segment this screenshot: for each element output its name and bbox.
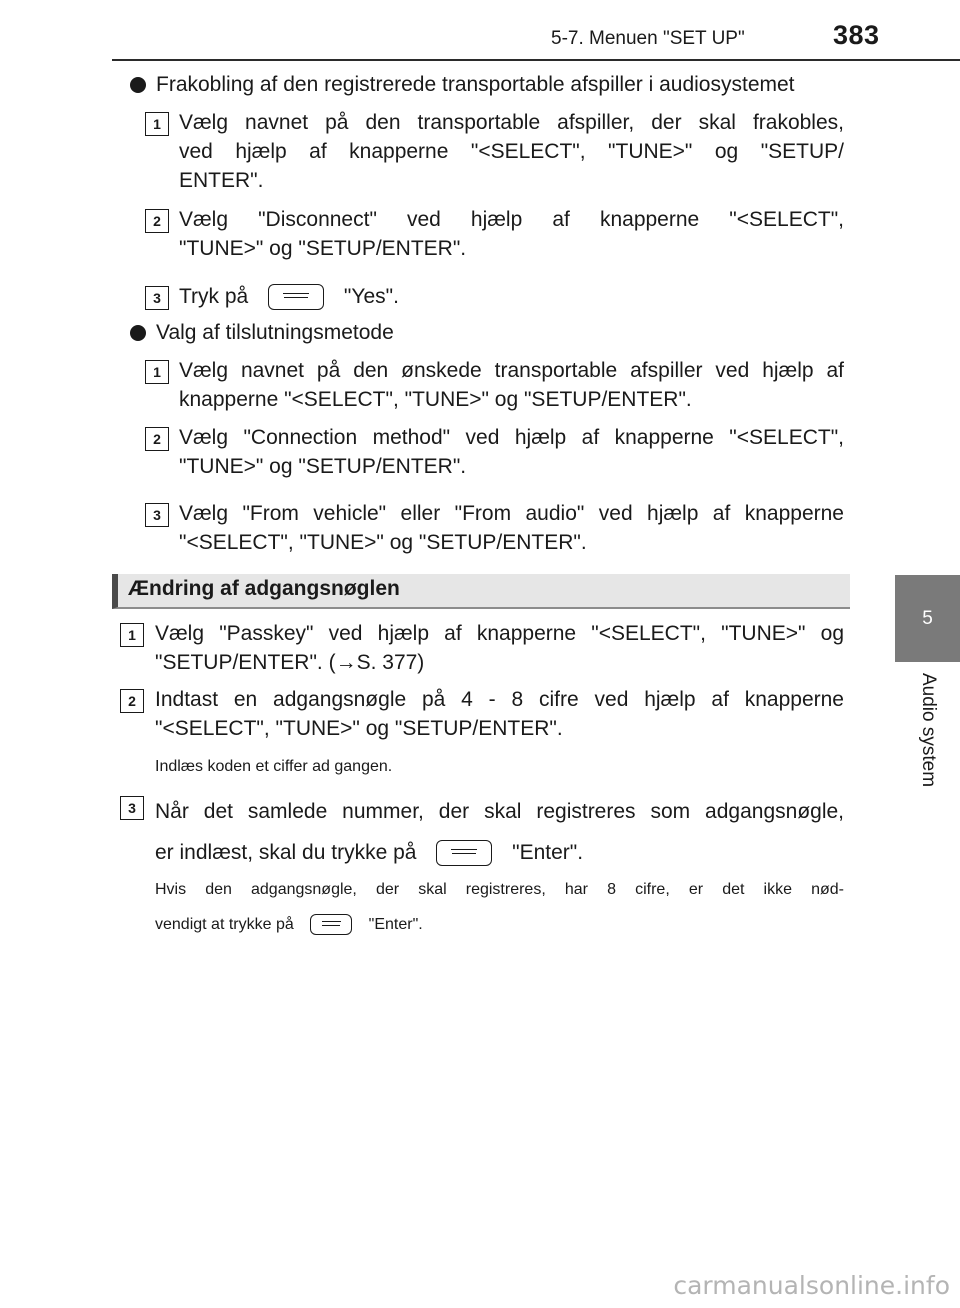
step-number: 1 xyxy=(145,112,169,136)
text-before-button: Tryk på xyxy=(179,285,249,308)
passkey-step-3 xyxy=(155,791,844,873)
text-line: Vælg navnet på den transportable afspiller, der skal frakobles, xyxy=(179,111,844,134)
text-before-button: vendigt at trykke på xyxy=(155,916,294,933)
connection-step-3 xyxy=(179,499,844,557)
step-number: 3 xyxy=(145,503,169,527)
text-after-button: "Enter". xyxy=(368,916,423,933)
step-number: 1 xyxy=(120,623,144,647)
text-line: Vælg "Disconnect" ved hjælp af knapperne "<SELECT", xyxy=(179,208,844,231)
text-line: Vælg "Connection method" ved hjælp af knapperne "<SELECT", xyxy=(179,426,844,449)
disconnect-step-1 xyxy=(179,108,844,195)
text-line: "<SELECT", "TUNE>" og "SETUP/ENTER". xyxy=(179,531,587,554)
text-line: "TUNE>" og "SETUP/ENTER". xyxy=(179,455,467,478)
text-line: Vælg navnet på den ønskede transportable afspiller ved hjælp af xyxy=(179,359,844,382)
text-line: ved hjælp af knapperne "<SELECT", "TUNE>" og "SETUP/ xyxy=(179,140,844,163)
bullet-icon xyxy=(130,325,146,341)
text-before-button: er indlæst, skal du trykke på xyxy=(155,841,417,864)
text-line: knapperne "<SELECT", "TUNE>" og "SETUP/ENTER". xyxy=(179,388,692,411)
text-line-with-button xyxy=(155,907,844,942)
text-line: Vælg "Passkey" ved hjælp af knapperne "<SELECT", "TUNE>" og xyxy=(155,622,844,645)
running-header: 5-7. Menuen "SET UP" xyxy=(551,28,745,49)
panel-button-icon xyxy=(436,840,492,866)
text-line: "<SELECT", "TUNE>" og "SETUP/ENTER". xyxy=(155,717,563,740)
section-heading-bar xyxy=(112,574,850,609)
text-after-button: "Enter". xyxy=(512,841,584,864)
chapter-label-container xyxy=(895,665,960,795)
text-line: "TUNE>" og "SETUP/ENTER". xyxy=(179,237,467,260)
disconnect-step-3 xyxy=(179,282,844,311)
chapter-label: Audio system xyxy=(917,672,939,788)
disconnect-heading: Frakobling af den registrerede transportable afspiller i audiosystemet xyxy=(156,73,795,96)
step-number: 2 xyxy=(145,209,169,233)
text-after-button: "Yes". xyxy=(343,285,399,308)
page-number: 383 xyxy=(833,20,880,50)
step-number: 3 xyxy=(145,286,169,310)
text-line: Indtast en adgangsnøgle på 4 - 8 cifre ved hjælp af knapperne xyxy=(155,688,844,711)
disconnect-step-2 xyxy=(179,205,844,263)
connection-heading: Valg af tilslutningsmetode xyxy=(156,321,394,344)
connection-step-1 xyxy=(179,356,844,414)
text-line-with-button xyxy=(155,832,844,873)
text-line: ENTER". xyxy=(179,169,264,192)
panel-button-icon xyxy=(268,284,324,310)
bullet-icon xyxy=(130,77,146,93)
step-number: 2 xyxy=(145,427,169,451)
chapter-number: 5 xyxy=(922,607,933,629)
chapter-tab xyxy=(895,575,960,662)
passkey-step-2 xyxy=(155,685,844,743)
passkey-step-3-note xyxy=(155,872,844,942)
step-number: 1 xyxy=(145,360,169,384)
header-rule xyxy=(112,59,960,61)
text-line: Vælg "From vehicle" eller "From audio" ved hjælp af knapperne xyxy=(179,502,844,525)
text-line: Hvis den adgangsnøgle, der skal registreres, har 8 cifre, er det ikke nød- xyxy=(155,881,844,898)
passkey-step-1 xyxy=(155,619,844,677)
section-title: Ændring af adgangsnøglen xyxy=(128,577,400,600)
watermark: carmanualsonline.info xyxy=(673,1271,950,1300)
text-line: "SETUP/ENTER". (→S. 377) xyxy=(155,651,425,674)
connection-step-2 xyxy=(179,423,844,481)
step-number: 3 xyxy=(120,796,144,820)
step-number: 2 xyxy=(120,689,144,713)
passkey-step-2-note: Indlæs koden et ciffer ad gangen. xyxy=(155,758,393,775)
panel-button-icon xyxy=(310,914,352,935)
text-line: Når det samlede nummer, der skal registreres som adgangsnøgle, xyxy=(155,800,844,823)
